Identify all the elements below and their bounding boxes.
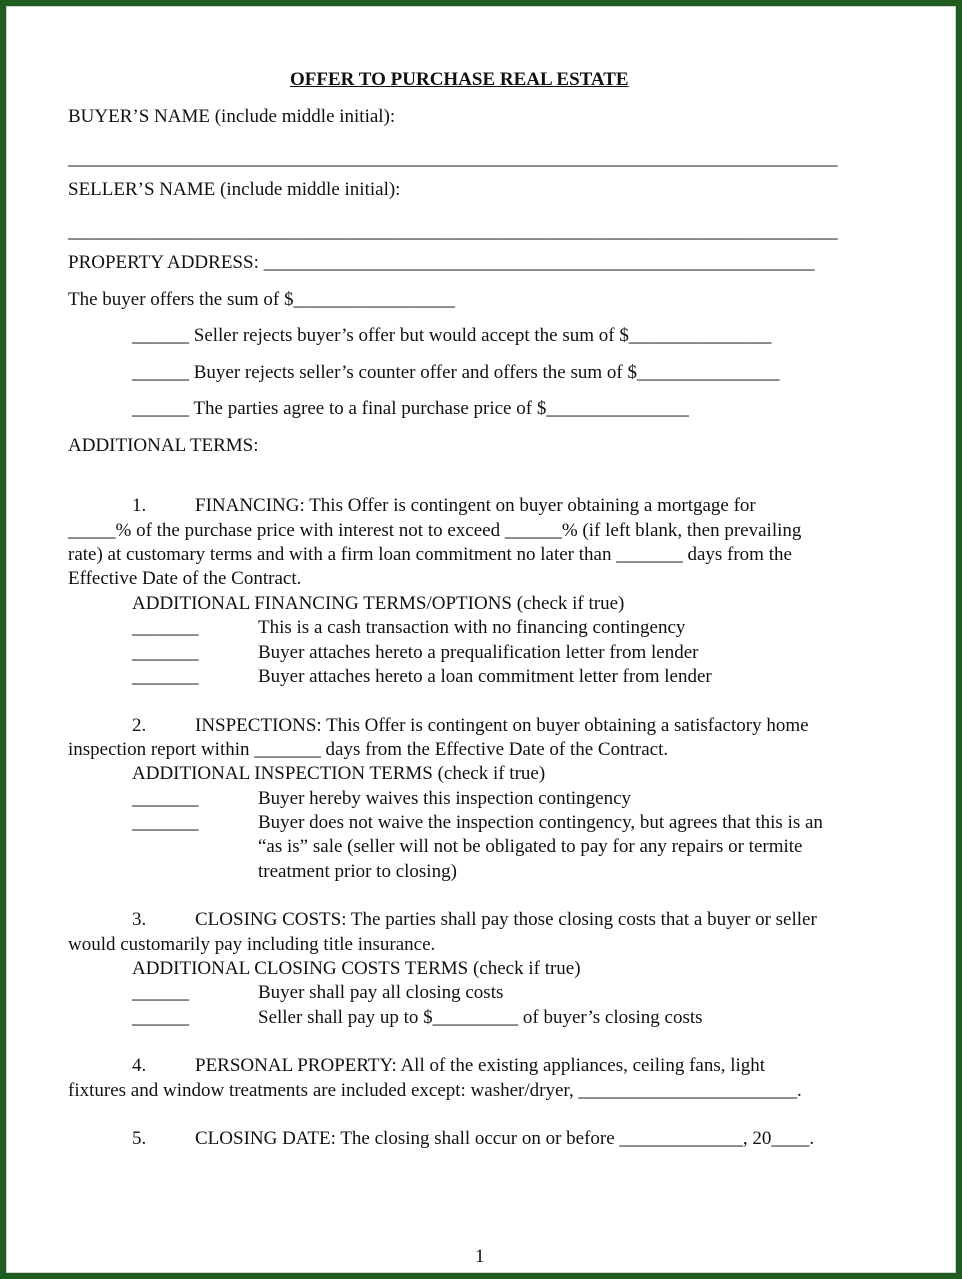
option-blank: _______: [132, 788, 199, 809]
buyer-name-label: BUYER’S NAME (include middle initial):: [68, 106, 396, 127]
option-text: This is a cash transaction with no financing contingency: [258, 617, 686, 638]
option-text: Buyer does not waive the inspection contingency, but agrees that this is an: [258, 812, 823, 833]
inspections-line: inspection report within _______ days from the Effective Date of the Contract.: [68, 739, 669, 760]
page-number: 1: [475, 1246, 485, 1267]
section-number: 4.: [132, 1055, 147, 1076]
option-text: Buyer hereby waives this inspection contingency: [258, 788, 632, 809]
inspections-line: INSPECTIONS: This Offer is contingent on buyer obtaining a satisfactory home: [195, 715, 809, 736]
option-blank: _______: [132, 642, 199, 663]
option-text: Buyer shall pay all closing costs: [258, 982, 504, 1003]
option-blank: ______: [132, 1007, 189, 1028]
document-title: OFFER TO PURCHASE REAL ESTATE: [290, 69, 629, 90]
offer-option: ______ The parties agree to a final purchase price of $_______________: [132, 398, 689, 419]
financing-options-heading: ADDITIONAL FINANCING TERMS/OPTIONS (check if true): [132, 593, 625, 614]
option-blank: _______: [132, 666, 199, 687]
buyer-offer: The buyer offers the sum of $_________________: [68, 289, 455, 310]
option-text: Seller shall pay up to $_________ of buyer’s closing costs: [258, 1007, 703, 1028]
closing-costs-line: CLOSING COSTS: The parties shall pay those closing costs that a buyer or seller: [195, 909, 817, 930]
section-number: 1.: [132, 495, 147, 516]
property-address: PROPERTY ADDRESS: __________________________________________________________: [68, 252, 815, 273]
additional-terms-heading: ADDITIONAL TERMS:: [68, 435, 259, 456]
financing-line: _____% of the purchase price with interest not to exceed ______% (if left blank, then prevailing: [68, 520, 802, 541]
buyer-name-line: _________________________________________________________________________________: [68, 148, 838, 169]
financing-line: rate) at customary terms and with a firm loan commitment no later than _______ days from the: [68, 544, 792, 565]
closing-costs-line: would customarily pay including title insurance.: [68, 934, 436, 955]
option-text: Buyer attaches hereto a prequalification letter from lender: [258, 642, 699, 663]
personal-property-line: fixtures and window treatments are included except: washer/dryer, _______________________.: [68, 1080, 802, 1101]
option-text: treatment prior to closing): [258, 861, 457, 882]
seller-name-label: SELLER’S NAME (include middle initial):: [68, 179, 401, 200]
section-number: 5.: [132, 1128, 147, 1149]
option-text: Buyer attaches hereto a loan commitment letter from lender: [258, 666, 712, 687]
section-number: 3.: [132, 909, 147, 930]
personal-property-line: PERSONAL PROPERTY: All of the existing appliances, ceiling fans, light: [195, 1055, 766, 1076]
option-blank: ______: [132, 982, 189, 1003]
closing-date-line: CLOSING DATE: The closing shall occur on or before _____________, 20____.: [195, 1128, 815, 1149]
option-blank: _______: [132, 812, 199, 833]
closing-costs-options-heading: ADDITIONAL CLOSING COSTS TERMS (check if true): [132, 958, 581, 979]
offer-option: ______ Buyer rejects seller’s counter offer and offers the sum of $_______________: [132, 362, 780, 383]
financing-line: FINANCING: This Offer is contingent on buyer obtaining a mortgage for: [195, 495, 756, 516]
option-blank: _______: [132, 617, 199, 638]
seller-name-line: _________________________________________________________________________________: [68, 221, 838, 242]
inspection-options-heading: ADDITIONAL INSPECTION TERMS (check if true): [132, 763, 546, 784]
offer-option: ______ Seller rejects buyer’s offer but would accept the sum of $_______________: [132, 325, 772, 346]
document-page: [6, 6, 956, 1273]
financing-line: Effective Date of the Contract.: [68, 568, 302, 589]
option-text: “as is” sale (seller will not be obligated to pay for any repairs or termite: [258, 836, 803, 857]
section-number: 2.: [132, 715, 147, 736]
